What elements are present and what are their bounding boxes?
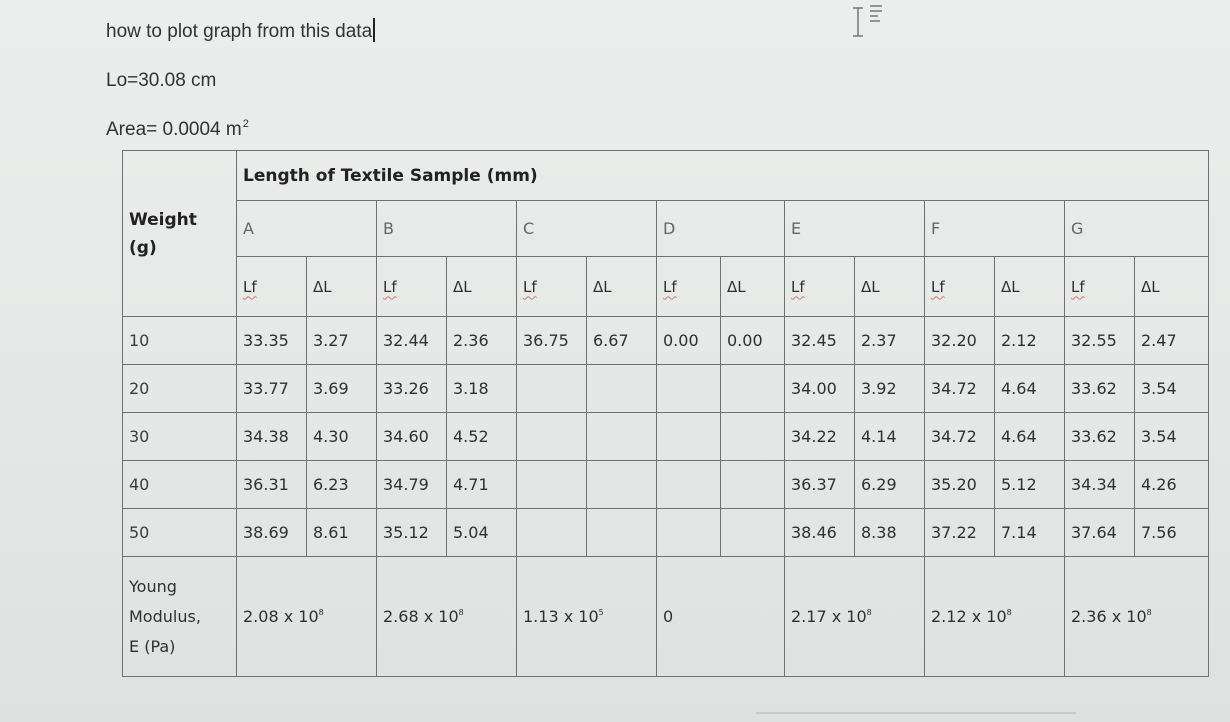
area-value-text <box>106 118 249 141</box>
table-cell: 3.92 <box>855 365 925 413</box>
table-cell <box>587 509 657 557</box>
sub-header-lf <box>1065 257 1135 317</box>
table-cell: 36.75 <box>517 317 587 365</box>
table-cell: 32.55 <box>1065 317 1135 365</box>
table-cell <box>657 413 721 461</box>
table-cell: 6.29 <box>855 461 925 509</box>
table-cell: 32.20 <box>925 317 995 365</box>
table-cell: 37.22 <box>925 509 995 557</box>
table-title-cell: Length of Textile Sample (mm) <box>237 151 1209 201</box>
table-cell: 0.00 <box>721 317 785 365</box>
table-cell: 2.12 <box>995 317 1065 365</box>
table-cell: 4.64 <box>995 365 1065 413</box>
young-modulus-f <box>925 557 1065 677</box>
bottom-box-edge <box>756 712 1076 714</box>
lo-value-text: Lo=30.08 cm <box>106 70 217 91</box>
sample-header-a: A <box>237 201 377 257</box>
table-cell: 3.27 <box>307 317 377 365</box>
table-cell: 38.46 <box>785 509 855 557</box>
sub-header-dl: ΔL <box>855 257 925 317</box>
weight-cell: 40 <box>123 461 237 509</box>
table-cell: 33.62 <box>1065 365 1135 413</box>
young-label-line: E (Pa) <box>129 636 176 656</box>
sample-header-f: F <box>925 201 1065 257</box>
sub-header-lf <box>925 257 995 317</box>
table-cell: 36.37 <box>785 461 855 509</box>
young-modulus-b <box>377 557 517 677</box>
young-exponent: 8 <box>1146 608 1152 617</box>
table-cell: 34.34 <box>1065 461 1135 509</box>
table-row <box>123 509 1209 557</box>
table-cell <box>517 365 587 413</box>
sub-header-dl: ΔL <box>721 257 785 317</box>
table-cell: 4.30 <box>307 413 377 461</box>
young-label-line: Young <box>129 576 177 596</box>
table-cell: 34.22 <box>785 413 855 461</box>
sub-header-lf <box>377 257 447 317</box>
table-cell <box>587 461 657 509</box>
sub-header-dl: ΔL <box>447 257 517 317</box>
table-cell: 4.26 <box>1135 461 1209 509</box>
table-row <box>123 365 1209 413</box>
sample-header-g: G <box>1065 201 1209 257</box>
text-cursor-icon <box>850 2 890 42</box>
young-mantissa: 2.68 x 10 <box>383 607 459 626</box>
table-title-row <box>123 151 1209 201</box>
table-cell: 4.52 <box>447 413 517 461</box>
area-value-main: Area= 0.0004 m <box>106 119 242 140</box>
table-cell <box>657 365 721 413</box>
sub-header-dl: ΔL <box>1135 257 1209 317</box>
sub-header-dl: ΔL <box>995 257 1065 317</box>
textile-data-table <box>122 150 1209 677</box>
young-modulus-a <box>237 557 377 677</box>
table-cell: 33.77 <box>237 365 307 413</box>
sample-header-d: D <box>657 201 785 257</box>
weight-cell: 30 <box>123 413 237 461</box>
young-mantissa: 2.12 x 10 <box>931 607 1007 626</box>
sub-header-dl: ΔL <box>307 257 377 317</box>
table-cell <box>721 509 785 557</box>
table-cell <box>587 365 657 413</box>
table-cell: 7.14 <box>995 509 1065 557</box>
young-modulus-c <box>517 557 657 677</box>
table-cell: 8.61 <box>307 509 377 557</box>
weight-header-label: Weight <box>129 209 197 230</box>
young-mantissa: 2.36 x 10 <box>1071 607 1147 626</box>
table-cell: 34.60 <box>377 413 447 461</box>
table-cell: 2.37 <box>855 317 925 365</box>
table-cell <box>721 413 785 461</box>
text-caret <box>373 18 375 42</box>
table-cell: 5.12 <box>995 461 1065 509</box>
table-row <box>123 413 1209 461</box>
area-unit-exponent: 2 <box>242 118 249 130</box>
lf-label: Lf <box>523 277 537 296</box>
sub-header-row <box>123 257 1209 317</box>
table-cell: 32.45 <box>785 317 855 365</box>
table-cell: 34.38 <box>237 413 307 461</box>
table-cell <box>657 509 721 557</box>
table-cell: 33.35 <box>237 317 307 365</box>
question-text[interactable] <box>106 18 375 43</box>
table-cell: 34.79 <box>377 461 447 509</box>
young-mantissa: 2.08 x 10 <box>243 607 319 626</box>
table-cell: 34.00 <box>785 365 855 413</box>
young-modulus-label <box>123 557 237 677</box>
sub-header-lf <box>785 257 855 317</box>
table-cell: 34.72 <box>925 365 995 413</box>
table-cell: 0.00 <box>657 317 721 365</box>
table-cell: 4.64 <box>995 413 1065 461</box>
table-cell: 7.56 <box>1135 509 1209 557</box>
sub-header-dl: ΔL <box>587 257 657 317</box>
young-exponent: 8 <box>458 608 464 617</box>
table-cell: 4.14 <box>855 413 925 461</box>
question-text-content: how to plot graph from this data <box>106 21 373 42</box>
young-exponent: 8 <box>866 608 872 617</box>
table-cell: 35.12 <box>377 509 447 557</box>
table-cell <box>657 461 721 509</box>
young-exponent: 5 <box>598 608 604 617</box>
table-cell <box>517 413 587 461</box>
young-label-line: Modulus, <box>129 606 201 626</box>
table-cell: 34.72 <box>925 413 995 461</box>
sample-header-c: C <box>517 201 657 257</box>
young-modulus-row <box>123 557 1209 677</box>
table-cell: 4.71 <box>447 461 517 509</box>
lf-label: Lf <box>663 277 677 296</box>
young-exponent: 8 <box>318 608 324 617</box>
lf-label: Lf <box>1071 277 1085 296</box>
table-cell: 3.54 <box>1135 365 1209 413</box>
sub-header-lf <box>517 257 587 317</box>
table-cell: 36.31 <box>237 461 307 509</box>
young-mantissa: 1.13 x 10 <box>523 607 599 626</box>
table-cell: 2.47 <box>1135 317 1209 365</box>
weight-cell: 50 <box>123 509 237 557</box>
weight-header-cell <box>123 151 237 317</box>
table-cell <box>517 461 587 509</box>
table-cell <box>517 509 587 557</box>
table-cell: 37.64 <box>1065 509 1135 557</box>
table-cell: 33.62 <box>1065 413 1135 461</box>
weight-cell: 20 <box>123 365 237 413</box>
table-cell: 32.44 <box>377 317 447 365</box>
table-cell: 33.26 <box>377 365 447 413</box>
table-cell: 6.67 <box>587 317 657 365</box>
table-cell <box>721 365 785 413</box>
weight-header-unit: (g) <box>129 237 157 258</box>
young-modulus-g <box>1065 557 1209 677</box>
lf-label: Lf <box>791 277 805 296</box>
table-cell: 3.18 <box>447 365 517 413</box>
table-cell: 2.36 <box>447 317 517 365</box>
table-cell: 38.69 <box>237 509 307 557</box>
data-table-container <box>122 150 1208 676</box>
weight-cell: 10 <box>123 317 237 365</box>
young-mantissa: 2.17 x 10 <box>791 607 867 626</box>
lf-label: Lf <box>243 277 257 296</box>
table-row <box>123 461 1209 509</box>
lf-label: Lf <box>383 277 397 296</box>
table-cell <box>587 413 657 461</box>
sample-header-row <box>123 201 1209 257</box>
table-cell: 3.69 <box>307 365 377 413</box>
sub-header-lf <box>657 257 721 317</box>
table-cell: 3.54 <box>1135 413 1209 461</box>
sub-header-lf <box>237 257 307 317</box>
young-exponent: 8 <box>1006 608 1012 617</box>
table-cell: 8.38 <box>855 509 925 557</box>
sample-header-e: E <box>785 201 925 257</box>
table-cell <box>721 461 785 509</box>
table-row <box>123 317 1209 365</box>
young-mantissa: 0 <box>663 607 674 626</box>
young-modulus-e <box>785 557 925 677</box>
table-cell: 5.04 <box>447 509 517 557</box>
table-cell: 35.20 <box>925 461 995 509</box>
young-modulus-d <box>657 557 785 677</box>
sample-header-b: B <box>377 201 517 257</box>
lf-label: Lf <box>931 277 945 296</box>
table-cell: 6.23 <box>307 461 377 509</box>
